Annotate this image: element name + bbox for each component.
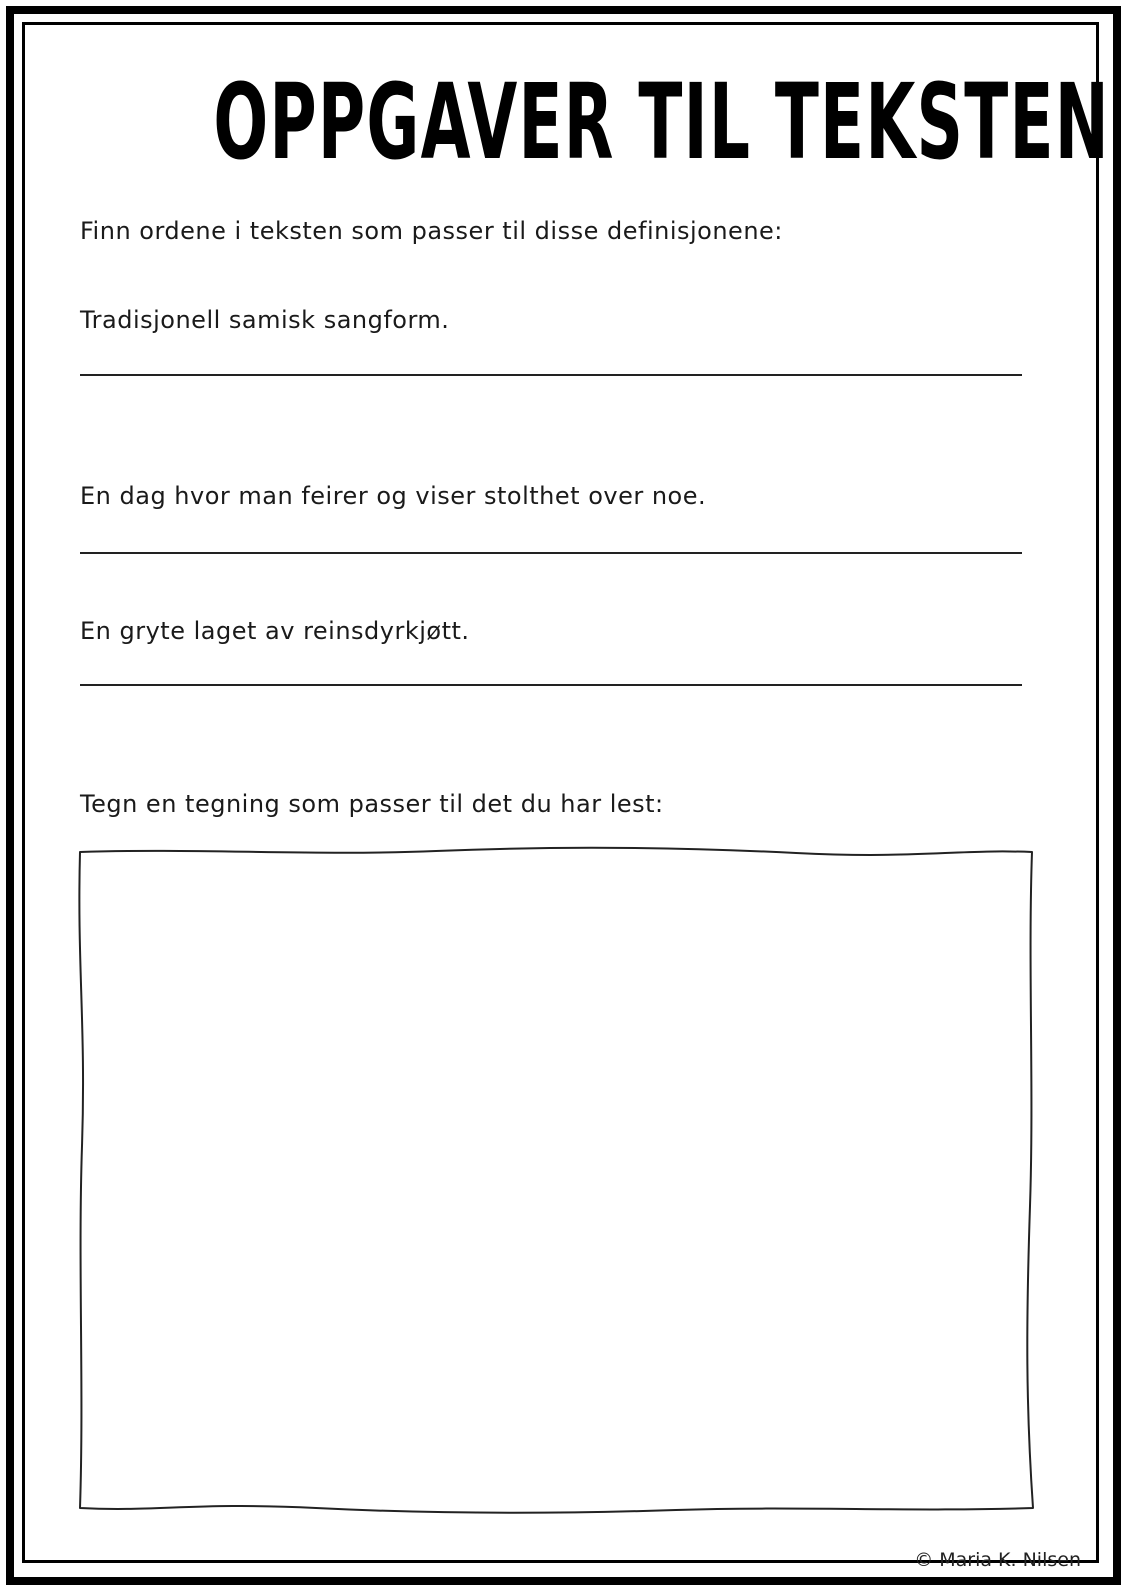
copyright-notice: © Maria K. Nilsen	[914, 1549, 1081, 1571]
drawing-prompt-text: Tegn en tegning som passer til det du har lest:	[80, 790, 664, 818]
drawing-area[interactable]	[76, 846, 1036, 1514]
answer-line-1[interactable]	[80, 374, 1022, 376]
definition-3-text: En gryte laget av reinsdyrkjøtt.	[80, 617, 470, 645]
answer-line-2[interactable]	[80, 552, 1022, 554]
definition-1-text: Tradisjonell samisk sangform.	[80, 306, 450, 334]
definition-2-text: En dag hvor man feirer og viser stolthet over noe.	[80, 482, 707, 510]
answer-line-3[interactable]	[80, 684, 1022, 686]
instruction-text: Finn ordene i teksten som passer til disse definisjonene:	[80, 217, 783, 245]
page-title: OPPGAVER TIL TEKSTEN	[213, 61, 1110, 183]
drawing-area-border	[76, 846, 1036, 1514]
